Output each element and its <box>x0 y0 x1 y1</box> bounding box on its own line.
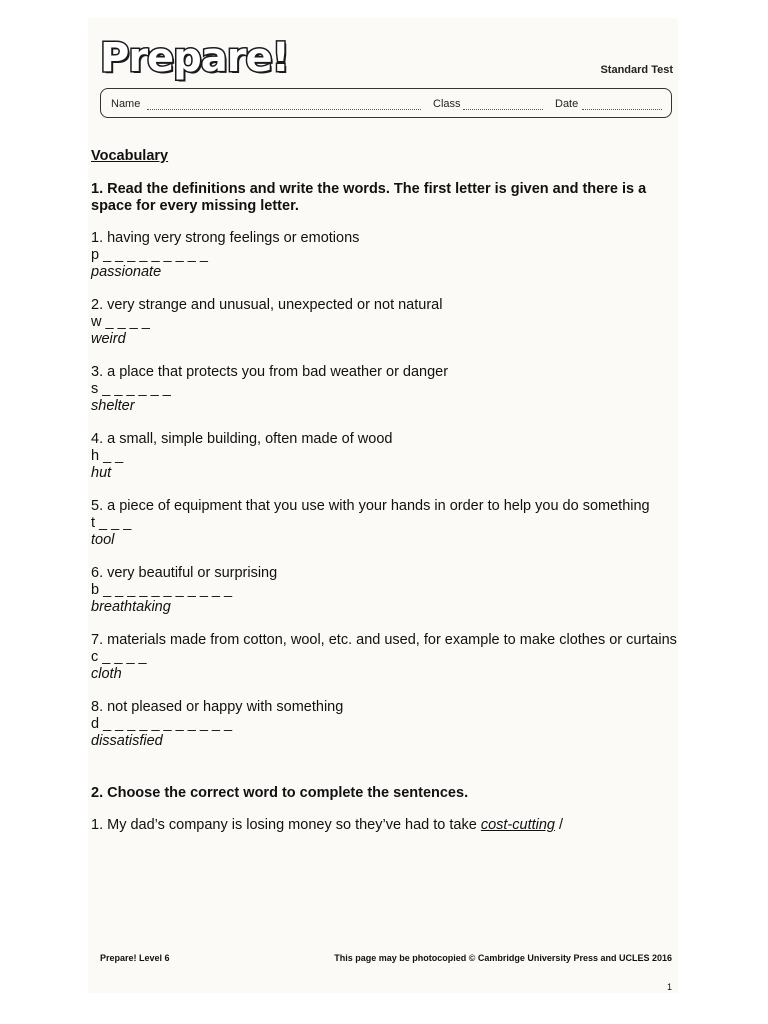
definition: 6. very beautiful or surprising <box>91 565 278 581</box>
definition: 8. not pleased or happy with something <box>91 699 344 715</box>
answer: breathtaking <box>91 599 171 615</box>
answer: tool <box>91 532 115 548</box>
test-type-label: Standard Test <box>600 64 673 76</box>
footer-copyright: This page may be photocopied © Cambridge University Press and UCLES 2016 <box>334 953 672 963</box>
definition: 4. a small, simple building, often made of wood <box>91 431 393 447</box>
vocab-item <box>91 632 681 683</box>
definition: 5. a piece of equipment that you use with your hands in order to help you do something <box>91 498 650 514</box>
vocab-item <box>91 364 681 415</box>
answer: hut <box>91 465 112 481</box>
letter-pattern: w _ _ _ _ <box>91 314 150 330</box>
answer: passionate <box>91 264 162 280</box>
exercise-2-instruction: 2. Choose the correct word to complete the sentences. <box>91 785 469 801</box>
letter-pattern: b _ _ _ _ _ _ _ _ _ _ _ <box>91 582 233 598</box>
vocab-item <box>91 699 681 750</box>
date-label: Date <box>555 98 579 110</box>
name-label: Name <box>111 98 141 110</box>
name-field[interactable] <box>147 109 421 110</box>
answer: shelter <box>91 398 135 414</box>
letter-pattern: t _ _ _ <box>91 515 132 531</box>
definition: 2. very strange and unusual, unexpected or not natural <box>91 297 443 313</box>
date-field[interactable] <box>582 109 662 110</box>
class-field[interactable] <box>463 109 543 110</box>
sentence-1-prefix: 1. My dad’s company is losing money so they’ve had to take <box>91 817 481 833</box>
vocab-item <box>91 565 681 616</box>
definition: 7. materials made from cotton, wool, etc. and used, for example to make clothes or curtains <box>91 632 677 648</box>
sentence-1 <box>91 817 681 834</box>
definition: 1. having very strong feelings or emotions <box>91 230 360 246</box>
answer: weird <box>91 331 126 347</box>
vocab-item <box>91 498 681 549</box>
sentence-1-suffix: / <box>555 817 564 833</box>
exercise-1-instruction: 1. Read the definitions and write the words. The first letter is given and there is a space for every missing letter. <box>91 181 647 214</box>
prepare-logo: Prepare! <box>100 35 289 81</box>
student-info-box <box>100 88 672 118</box>
definition: 3. a place that protects you from bad weather or danger <box>91 364 449 380</box>
section-title: Vocabulary <box>91 148 169 164</box>
letter-pattern: c _ _ _ _ <box>91 649 147 665</box>
page-number: 1 <box>666 982 672 992</box>
letter-pattern: s _ _ _ _ _ _ <box>91 381 171 397</box>
worksheet-content <box>91 148 681 834</box>
class-label: Class <box>433 98 461 110</box>
letter-pattern: d _ _ _ _ _ _ _ _ _ _ _ <box>91 716 233 732</box>
vocab-item <box>91 431 681 482</box>
letter-pattern: p _ _ _ _ _ _ _ _ _ <box>91 247 208 263</box>
footer-level: Prepare! Level 6 <box>100 953 170 963</box>
vocab-item <box>91 230 681 281</box>
answer: cloth <box>91 666 122 682</box>
answer: dissatisfied <box>91 733 163 749</box>
letter-pattern: h _ _ <box>91 448 124 464</box>
vocab-item <box>91 297 681 348</box>
sentence-1-choice: cost-cutting <box>480 817 555 833</box>
